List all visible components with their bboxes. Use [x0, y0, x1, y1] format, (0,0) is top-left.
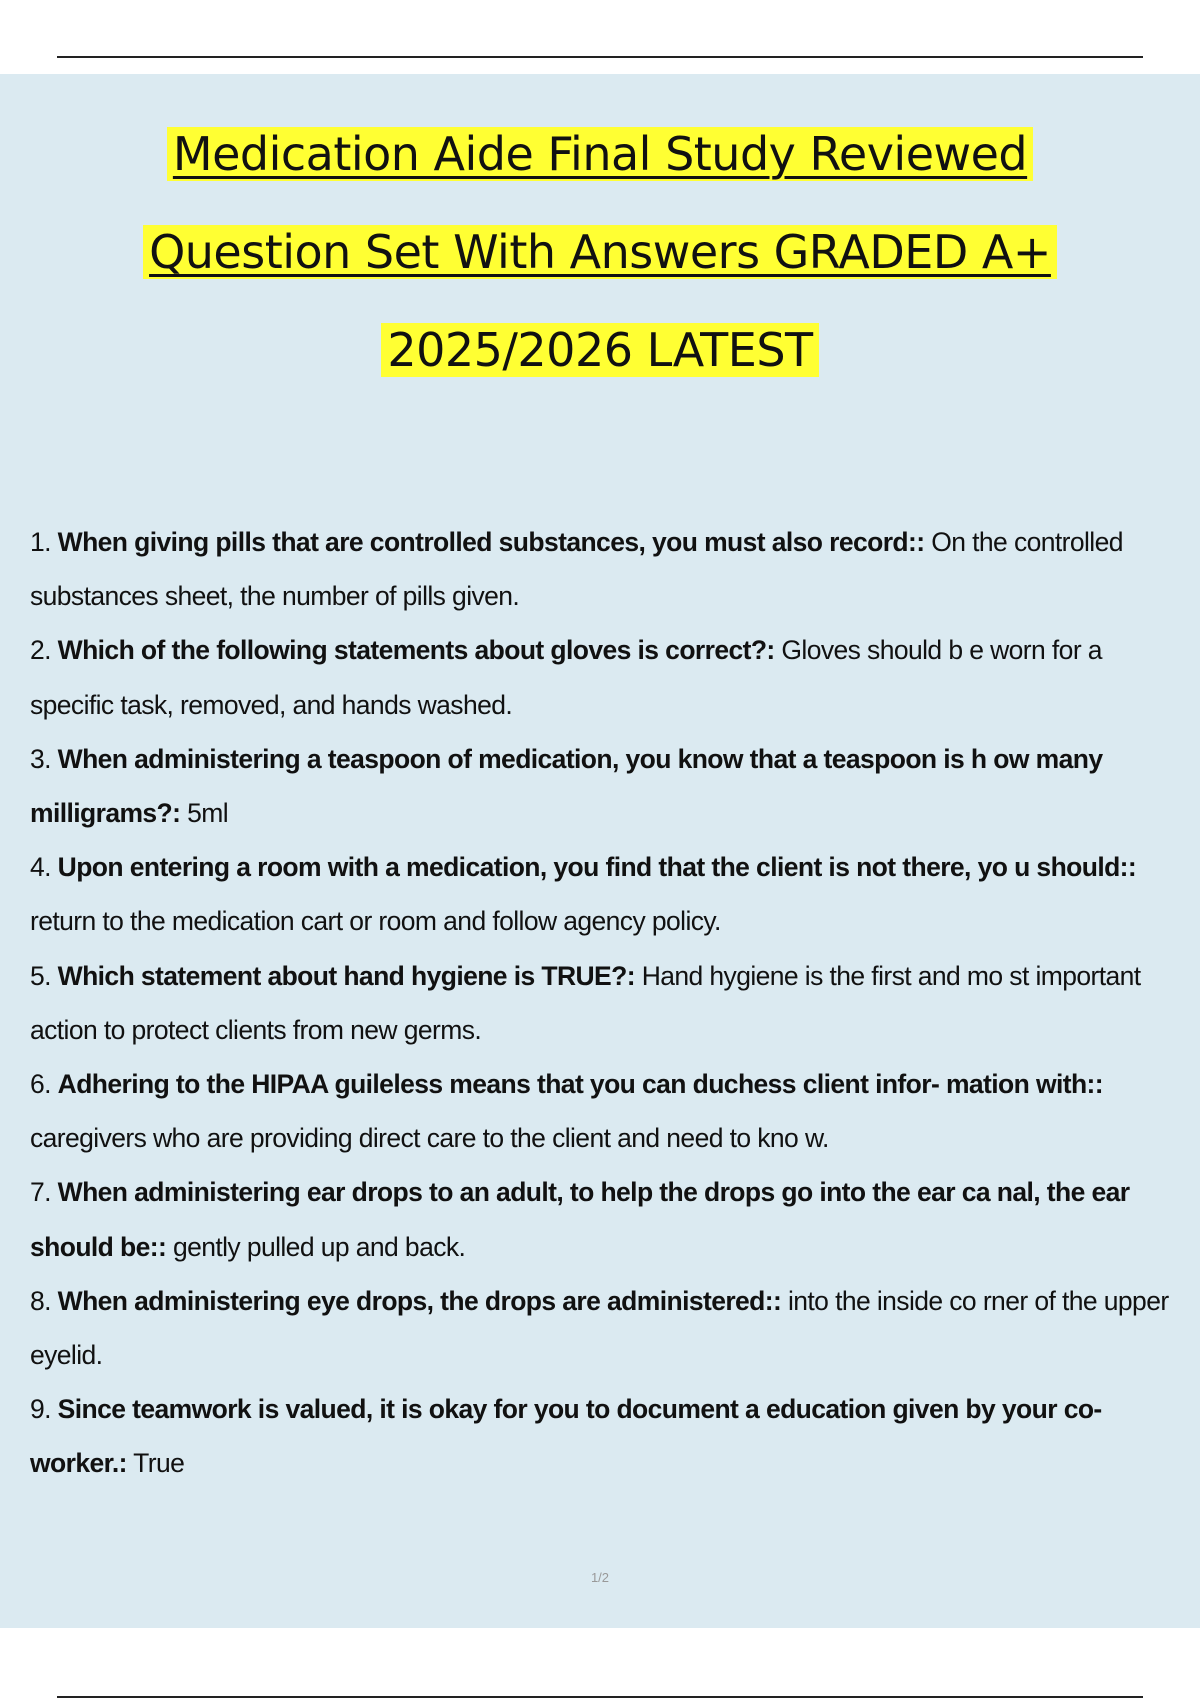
answer-text: caregivers who are providing direct care to the client and need to kno w.	[30, 1123, 829, 1154]
item-number: 7.	[30, 1177, 51, 1208]
qa-item-9	[30, 1382, 1178, 1490]
item-number: 6.	[30, 1069, 51, 1100]
qa-item-1	[30, 515, 1178, 623]
question-text: When administering ear drops to an adult, to help the drops go into the ear ca nal, the ear should be::	[30, 1177, 1130, 1262]
bottom-divider	[57, 1696, 1143, 1698]
document-title	[0, 105, 1200, 399]
qa-item-8	[30, 1274, 1178, 1382]
answer-text: Hand hygiene is the first and mo st important action to protect clients from new germs.	[30, 960, 1141, 1045]
item-number: 3.	[30, 743, 51, 774]
answer-text: True	[133, 1448, 185, 1479]
qa-item-5	[30, 949, 1178, 1057]
question-text: Upon entering a room with a medication, you find that the client is not there, yo u should::	[57, 852, 1137, 883]
item-number: 9.	[30, 1394, 51, 1425]
answer-text: gently pulled up and back.	[172, 1231, 466, 1262]
qa-item-7	[30, 1165, 1178, 1273]
title-line-3: 2025/2026 LATEST	[0, 301, 1200, 399]
item-number: 1.	[30, 527, 51, 557]
question-text: When administering a teaspoon of medication, you know that a teaspoon is h ow many milligrams?:	[30, 743, 1103, 829]
title-line-1: Medication Aide Final Study Reviewed	[0, 105, 1200, 203]
answer-text: Gloves should b e worn for a specific task, removed, and hands washed.	[30, 635, 1102, 720]
question-text: When administering eye drops, the drops are administered::	[57, 1285, 782, 1316]
question-text: Which of the following statements about gloves is correct?:	[57, 635, 775, 666]
item-number: 4.	[30, 852, 51, 883]
answer-text: On the controlled substances sheet, the number of pills given.	[30, 527, 1123, 612]
title-line-2: Question Set With Answers GRADED A+	[0, 203, 1200, 301]
qa-item-6	[30, 1057, 1178, 1165]
qa-item-3	[30, 732, 1178, 840]
item-number: 5.	[30, 960, 51, 991]
qa-item-2	[30, 623, 1178, 731]
question-text: Since teamwork is valued, it is okay for you to document a education given by your co-worker.:	[30, 1394, 1102, 1479]
question-text: When giving pills that are controlled substances, you must also record::	[57, 527, 925, 557]
item-number: 8.	[30, 1285, 51, 1316]
question-text: Adhering to the HIPAA guileless means that you can duchess client infor- mation with::	[57, 1069, 1104, 1100]
answer-text: into the inside co rner of the upper eyelid.	[30, 1285, 1169, 1371]
qa-item-4	[30, 840, 1178, 948]
answer-text: return to the medication cart or room and follow agency policy.	[30, 906, 721, 937]
item-number: 2.	[30, 635, 51, 666]
answer-text: 5ml	[187, 798, 229, 829]
question-text: Which statement about hand hygiene is TRUE?:	[57, 960, 635, 991]
question-answer-list	[30, 515, 1178, 1491]
top-divider	[57, 56, 1143, 58]
page-number: 1/2	[590, 1570, 610, 1585]
